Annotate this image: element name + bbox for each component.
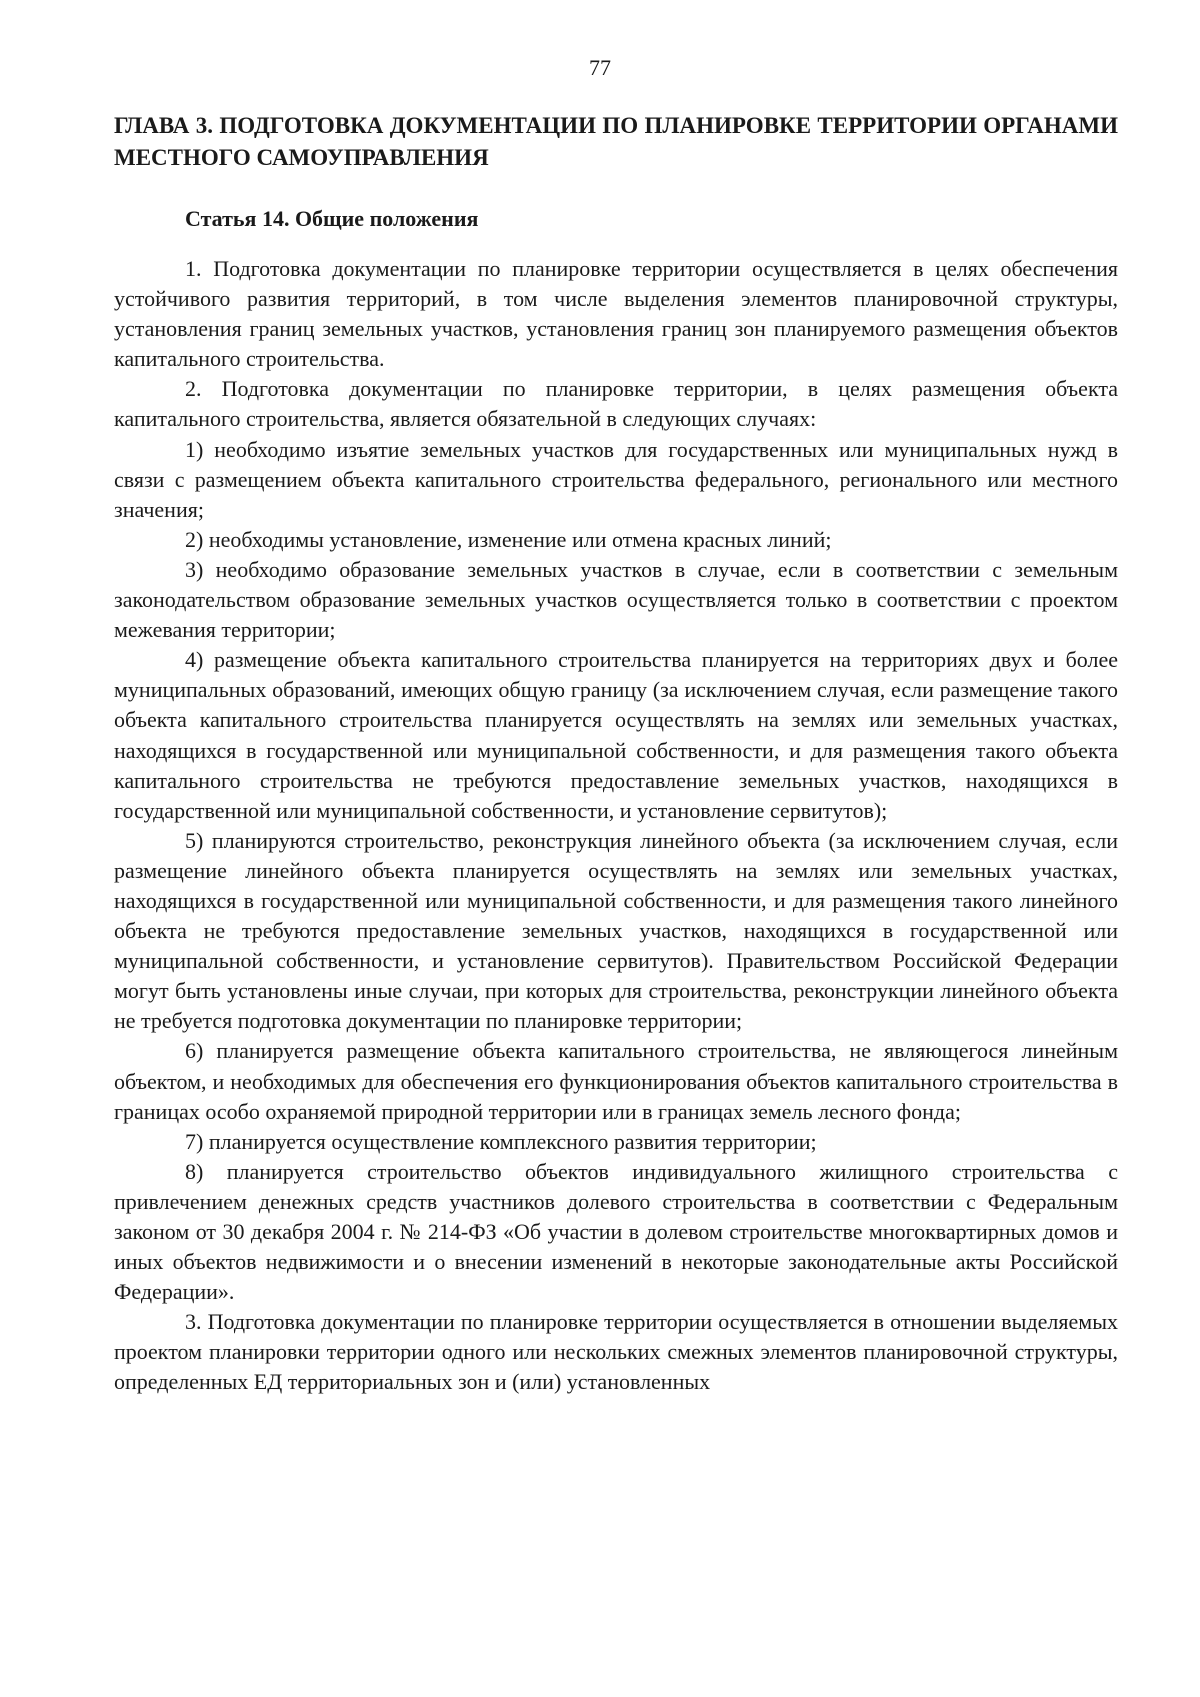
paragraph: 7) планируется осуществление комплексного развития территории;: [185, 1128, 817, 1154]
article-title: Статья 14. Общие положения: [185, 206, 479, 231]
page-number: 77: [589, 55, 611, 80]
paragraph: 5) планируются строительство, реконструкция линейного объекта (за исключением случая, если размещение линейного объекта планируется осуществлять на землях или земельных участках, находящихся в государственной или муниципальной собственности, и для размещения такого линейного объекта не требуются предоставление земельных участков, находящихся в государственной или муниципальной собственности, и установление сервитутов). Правительством Российской Федерации могут быть установлены иные случаи, при которых для строительства, реконструкции линейного объекта не требуется подготовка документации по планировке территории;: [114, 827, 1118, 1034]
paragraph: 8) планируется строительство объектов индивидуального жилищного строительства с привлечением денежных средств участников долевого строительства в соответствии с Федеральным законом от 30 декабря 2004 г. № 214-ФЗ «Об участии в долевом строительстве многоквартирных домов и иных объектов недвижимости и о внесении изменений в некоторые законодательные акты Российской Федерации».: [114, 1158, 1118, 1305]
paragraph: 1) необходимо изъятие земельных участков для государственных или муниципальных нужд в связи с размещением объекта капитального строительства федерального, регионального или местного значения;: [114, 436, 1118, 522]
chapter-title: ГЛАВА 3. ПОДГОТОВКА ДОКУМЕНТАЦИИ ПО ПЛАНИРОВКЕ ТЕРРИТОРИИ ОРГАНАМИ МЕСТНОГО САМОУПРАВЛЕНИЯ: [114, 113, 1118, 170]
paragraph: 4) размещение объекта капитального строительства планируется на территориях двух и более муниципальных образований, имеющих общую границу (за исключением случая, если размещение такого объекта капитального строительства планируется осуществлять на землях или земельных участках, находящихся в государственной или муниципальной собственности, и для размещения такого объекта капитального строительства не требуются предоставление земельных участков, находящихся в государственной или муниципальной собственности, и установление сервитутов);: [114, 647, 1118, 823]
paragraph: 3. Подготовка документации по планировке территории осуществляется в отношении выделяемых проектом планировки территории одного или нескольких смежных элементов планировочной структуры, определенных ЕД территориальных зон и (или) установленных: [114, 1309, 1118, 1395]
paragraph: 3) необходимо образование земельных участков в случае, если в соответствии с земельным законодательством образование земельных участков осуществляется только в соответствии с проектом межевания территории;: [114, 556, 1118, 643]
document-body: [114, 110, 1118, 1398]
paragraph: 2. Подготовка документации по планировке территории, в целях размещения объекта капитального строительства, является обязательной в следующих случаях:: [114, 376, 1118, 432]
paragraph: 2) необходимы установление, изменение или отмена красных линий;: [185, 526, 832, 552]
paragraph: 1. Подготовка документации по планировке территории осуществляется в целях обеспечения устойчивого развития территорий, в том числе выделения элементов планировочной структуры, установления границ земельных участков, установления границ зон планируемого размещения объектов капитального строительства.: [114, 256, 1118, 372]
paragraph: 6) планируется размещение объекта капитального строительства, не являющегося линейным объектом, и необходимых для обеспечения его функционирования объектов капитального строительства в границах особо охраняемой природной территории или в границах земель лесного фонда;: [114, 1038, 1118, 1124]
